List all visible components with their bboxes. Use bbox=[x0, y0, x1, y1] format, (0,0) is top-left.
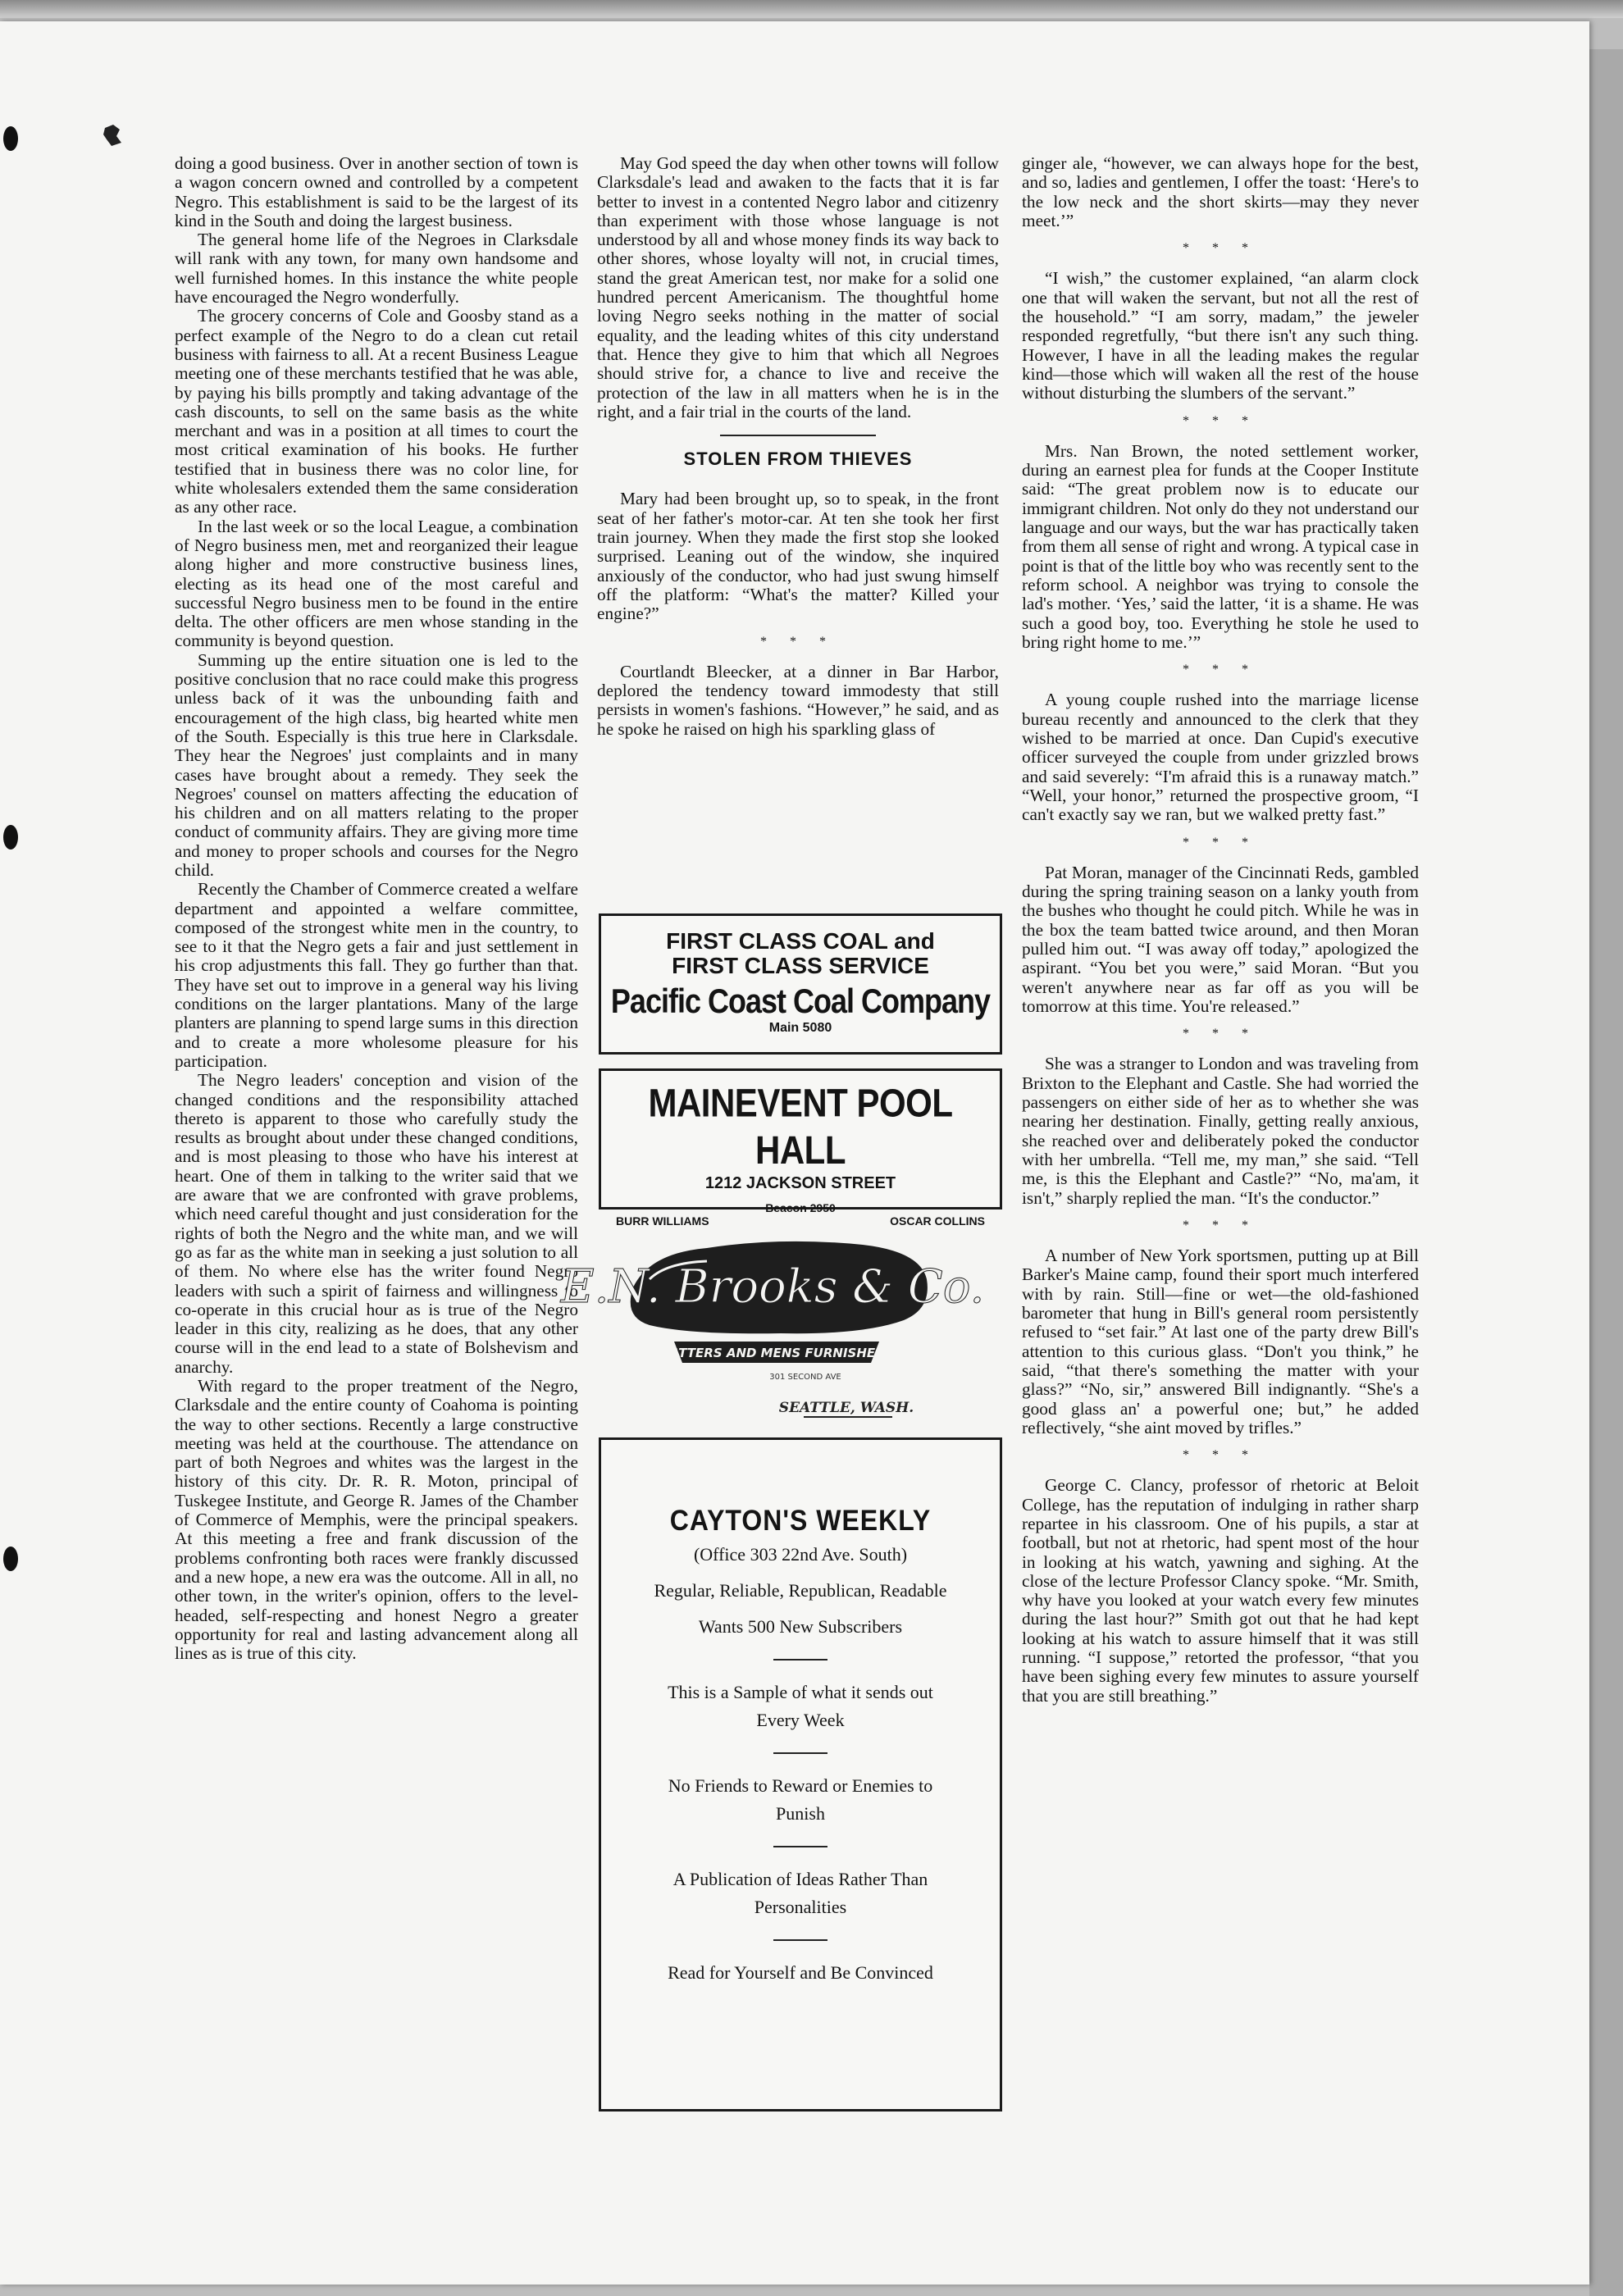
ad-divider bbox=[773, 1939, 827, 1941]
ad-slogan: Regular, Reliable, Republican, Readable bbox=[654, 1580, 947, 1601]
ad-phone: Main 5080 bbox=[768, 1021, 832, 1035]
binding-hole-mark bbox=[3, 1547, 18, 1571]
anecdote-paragraph: She was a stranger to London and was traveling from Brixton to the Elephant and Castle. She had worried the passengers on either side of her as to whether she was nearing her destination. Finally, getting really anxious, she reached over and deliberately poked the conductor with her umbrella. “Tell me, my man,” she said. “Tell me, is this the Elephant and Castle?” “No, ma'am, it isn't,” sharply replied the man. “It's the conductor.” bbox=[1022, 1054, 1419, 1208]
owner-name: OSCAR COLLINS bbox=[890, 1214, 985, 1228]
ad-text: No Friends to Reward or Enemies to bbox=[668, 1775, 933, 1796]
binding-hole-mark bbox=[3, 825, 18, 850]
article-paragraph: The grocery concerns of Cole and Goosby stand as a perfect example of the Negro to do a clean cut retail business with fairness to all. At a recent Business League meeting one of these merchants testified that he was able, by paying his bills promptly and taking advantage of the cash discounts, to sell on the same basis as the white merchant and was in a position at all times to court the most critical examination of his books. He further testified that in business there was no color line, for white wholesalers extended them the same consideration as any other race. bbox=[175, 306, 578, 517]
star-separator: * * * bbox=[1183, 1027, 1258, 1041]
scan-right-edge bbox=[1589, 49, 1623, 2296]
section-heading: STOLEN FROM THIEVES bbox=[683, 449, 913, 470]
svg-text:SEATTLE, WASH.: SEATTLE, WASH. bbox=[778, 1400, 914, 1416]
star-separator: * * * bbox=[1183, 663, 1258, 677]
ad-divider bbox=[773, 1659, 827, 1660]
ad-divider bbox=[773, 1752, 827, 1754]
star-separator: * * * bbox=[1183, 241, 1258, 256]
article-paragraph: doing a good business. Over in another section of town is a wagon concern owned and controlled by a competent Negro. This establishment is said to be the largest of its kind in the South and doing the largest business. bbox=[175, 153, 578, 230]
anecdote-paragraph: Mrs. Nan Brown, the noted settlement worker, during an earnest plea for funds at the Cooper Institute said: “The great problem now is to educate our immigrant children. Not only do they not understand our language and our ways, but the war has practically taken from them all sense of right and wrong. A typical case in point is that of the little boy who was recently sent to the reform school. A neighbor was trying to console the lad's mother. ‘Yes,’ said the latter, ‘it is a shame. He was such a good boy, too. Everything he stole he used to bring right home to me.’” bbox=[1022, 440, 1419, 652]
ad-text: Personalities bbox=[754, 1897, 847, 1917]
ad-office: (Office 303 22nd Ave. South) bbox=[693, 1544, 908, 1565]
ad-owners bbox=[601, 1214, 1000, 1228]
ad-business-name: MAINEVENT POOL HALL bbox=[648, 1080, 953, 1173]
pool-hall-ad bbox=[599, 1068, 1002, 1228]
article-paragraph: The Negro leaders' conception and vision of the changed conditions and the responsibility attached thereto is apparent to those who carefully study the results as brought about under these changed conditions, and is most pleasing to those who have his interest at heart. One of them in talking to the writer said that we are aware that we are confronted with grave problems, which need careful thought and just consideration for the rights of both the Negro and the white man, and we will go as far as the white man in seeking a just solution to all of them. No where else has the writer found Negro leaders with such a spirit of fairness and willingness to co-operate in this crucial hour as is true of the Negro leader in this city, realizing as he does, that any other course will in the end lead to a state of Bolshevism and anarchy. bbox=[175, 1070, 578, 1377]
owner-name: BURR WILLIAMS bbox=[616, 1214, 709, 1228]
anecdote-paragraph: Mary had been brought up, so to speak, in the front seat of her father's motor-car. At ten she took her first train journey. When they made the first stop she looked surprised. Leaning out of the window, she inquired anxiously of the conductor, who had just swung himself off the platform: “What's the matter? Killed your engine?” bbox=[597, 489, 999, 624]
svg-text:301 SECOND AVE: 301 SECOND AVE bbox=[769, 1373, 841, 1382]
ad-company-name: Pacific Coast Coal Company bbox=[610, 981, 991, 1020]
article-paragraph: Summing up the entire situation one is led to the positive conclusion that no race could make this progress unless back of it was the unbounding faith and encouragement of the high class, big hearted white men of the South. Especially is this true here in Clarksdale. They hear the Negroes' just complaints and in many cases have brought about a remedy. They seek the Negroes' counsel on matters affecting the education of his children and on all matters relating to the proper conduct of community affairs. They are giving more time and money to proper schools and courses for the Negro child. bbox=[175, 649, 578, 880]
ad-text: Read for Yourself and Be Convinced bbox=[668, 1962, 933, 1983]
star-separator: * * * bbox=[1183, 835, 1258, 850]
ad-text: Punish bbox=[776, 1803, 825, 1824]
caytons-weekly-ad bbox=[599, 1437, 1002, 2112]
svg-text:HATTERS AND MENS FURNISHERS: HATTERS AND MENS FURNISHERS bbox=[659, 1346, 894, 1360]
ad-headline: FIRST CLASS SERVICE bbox=[672, 953, 929, 978]
star-separator: * * * bbox=[1183, 1218, 1258, 1232]
scan-top-edge bbox=[0, 0, 1623, 18]
column-left bbox=[175, 154, 578, 1663]
ad-headline: FIRST CLASS COAL and bbox=[666, 928, 935, 954]
binding-hole-mark bbox=[3, 126, 18, 151]
article-paragraph: May God speed the day when other towns will follow Clarksdale's lead and awaken to the facts that it is far better to invest in a contented Negro labor and citizenry than experiment with those whose language is not understood by all and whose money finds its way back to other shores, whose loyalty will not, in crucial times, stand the great American test, nor make for a solid one hundred percent Americanism. The thoughtful home loving Negro seeks nothing in the matter of social equality, and the leading whites of this city understand that. Hence they give to him that which all Negroes should strive for, a chance to live and receive the protection of the law in all matters when he is in the right, and a fair trial in the courts of the land. bbox=[597, 153, 999, 421]
article-paragraph: In the last week or so the local League, a combination of Negro business men, met and reorganized their league along higher and more constructive business lines, electing as its head one of the most careful and successful Negro business men to be found in the entire delta. The other officers are men whose standing in the community is beyond question. bbox=[175, 516, 578, 651]
ad-phone: Beacon 2950 bbox=[765, 1201, 836, 1214]
article-paragraph: The general home life of the Negroes in Clarksdale will rank with any town, for many own handsome and well furnished homes. In this instance the white people have encouraged the Negro wonderfully. bbox=[175, 230, 578, 308]
ad-text: Every Week bbox=[756, 1710, 845, 1730]
column-right bbox=[1022, 154, 1419, 1706]
ad-text: A Publication of Ideas Rather Than bbox=[672, 1869, 928, 1889]
anecdote-paragraph: “I wish,” the customer explained, “an alarm clock one that will waken the servant, but not all the rest of the household.” “I am sorry, madam,” the jeweler responded regretfully, “but there isn't any such thing. However, I have in all the leading makes the regular kind—those which will waken all the rest of the house without disturbing the slumbers of the servant.” bbox=[1022, 268, 1419, 403]
star-separator: * * * bbox=[760, 634, 836, 649]
ad-text: This is a Sample of what it sends out bbox=[668, 1682, 933, 1702]
star-separator: * * * bbox=[1183, 1448, 1258, 1463]
article-paragraph: With regard to the proper treatment of the Negro, Clarksdale and the entire county of Coahoma is pointing the way to other sections. Recently a large constructive meeting was held at the courthouse. The attendance on part of both Negroes and whites was the largest in the history of this city. Dr. R. R. Moton, principal of Tuskegee Institute, and George R. James of the Chamber of Commerce of Memphis, were the principal speakers. At this meeting a free and frank discussion of the problems confronting both races were frankly discussed and a new hope, a new era was the outcome. All in all, no other town, in the writer's opinion, offers to the level-headed, self-respecting and honest Negro a greater opportunity for real and lasting advancement along all lines as is true of this city. bbox=[175, 1376, 578, 1664]
anecdote-paragraph: George C. Clancy, professor of rhetoric at Beloit College, has the reputation of indulging in rather sharp repartee in his classroom. One of his pupils, a star at football, but not at rhetoric, had spent most of the hour in looking at his watch, yawning and sighing. At the close of the lecture Professor Clancy spoke. “Mr. Smith, why have you looked at your watch every few minutes during the last hour?” Smith got out that he had kept looking at his watch to assure himself that it was still running. “I suppose,” retorted the professor, “that you have been sighing every few minutes to assure yourself that you are still breathing.” bbox=[1022, 1475, 1419, 1706]
ad-slogan: Wants 500 New Subscribers bbox=[698, 1616, 903, 1637]
anecdote-paragraph: Courtlandt Bleecker, at a dinner in Bar Harbor, deplored the tendency toward immodesty that still persists in women's fashions. “However,” he said, and as he spoke he raised on high his sparkling glass of bbox=[597, 661, 999, 739]
anecdote-paragraph: A young couple rushed into the marriage license bureau recently and announced to the clerk that they wished to be married at once. Dan Cupid's executive officer surveyed the couple from under grizzled brows and said severely: “I'm afraid this is a runaway match.” “Well, your honor,” returned the prospective groom, “I can't exactly say we ran, but we walked pretty fast.” bbox=[1022, 690, 1419, 825]
section-divider bbox=[720, 435, 876, 436]
coal-company-ad bbox=[599, 913, 1002, 1055]
article-paragraph: Recently the Chamber of Commerce created a welfare department and appointed a welfare committee, composed of the strongest white men in the country, to see to it that the Negro gets a fair and just settlement in his crop adjustments this fall. They go further than that. They have set out to improve in a general way his living conditions on the larger plantations. Many of the large planters are planning to spend large sums in this direction and to create a more wholesome pleasure for his participation. bbox=[175, 879, 578, 1071]
ad-title: CAYTON'S WEEKLY bbox=[669, 1504, 932, 1537]
ad-address: 1212 JACKSON STREET bbox=[704, 1174, 896, 1192]
column-middle bbox=[597, 154, 999, 739]
ink-blot-mark bbox=[102, 123, 123, 148]
anecdote-paragraph: Pat Moran, manager of the Cincinnati Reds, gambled during the spring training season on a lanky youth from the bushes who thought he could pitch. While he was in the box the team batted twice around, and then Moran pulled him out. “I was away off today,” apologized the aspirant. “You bet you were,” said Moran. “But you weren't anywhere near as far off as you will be tomorrow at this time. You're released.” bbox=[1022, 862, 1419, 1016]
brooks-co-logo bbox=[560, 1230, 985, 1427]
ad-divider bbox=[773, 1846, 827, 1847]
anecdote-paragraph: ginger ale, “however, we can always hope for the best, and so, ladies and gentlemen, I offer the toast: ‘Here's to the low neck and the short skirts—may they never meet.’” bbox=[1022, 153, 1419, 230]
svg-text:E.N. Brooks & Co.: E.N. Brooks & Co. bbox=[560, 1260, 985, 1314]
star-separator: * * * bbox=[1183, 413, 1258, 428]
anecdote-paragraph: A number of New York sportsmen, putting up at Bill Barker's Maine camp, found their sport much interfered with by rain. Still—fine or wet—the old-fashioned barometer that hung in Bill's general room persistently refused to “set fair.” At last one of the party drew Bill's attention to this curious glass. “Don't you think,” he said, “that there's something the matter with your glass?” “No, sir,” answered Bill indignantly. “She's a good glass an' a powerful one; but,” he added reflectively, “she aint moved by trifles.” bbox=[1022, 1246, 1419, 1437]
